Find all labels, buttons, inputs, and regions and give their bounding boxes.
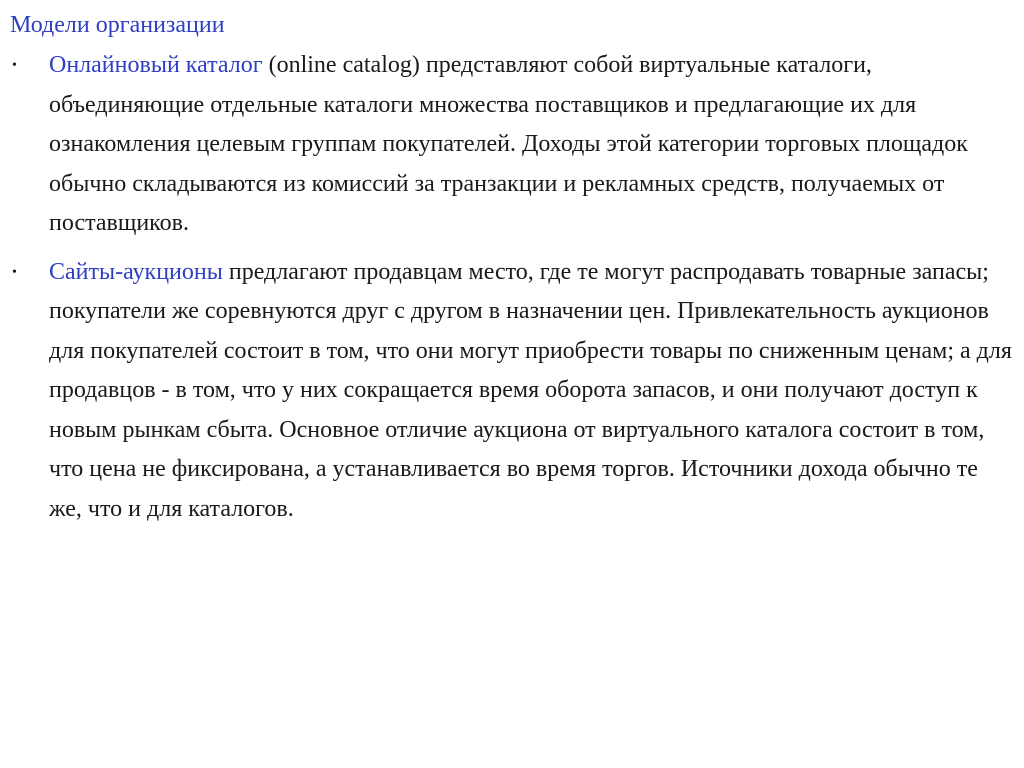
bullet-term: Онлайновый каталог (49, 52, 263, 78)
bullet-dot-icon: • (12, 264, 17, 280)
bullet-dot-icon: • (12, 58, 17, 73)
bullet-list (0, 46, 1024, 529)
slide-title: Модели организации (10, 12, 225, 38)
bullet-online-catalog (0, 46, 1024, 244)
bullet-term: Сайты-аукционы (49, 258, 223, 285)
bullet-auction-sites (0, 253, 1024, 530)
bullet-text: (online catalog) представляют собой виртуальные каталоги, объединяющие отдельные каталоги множества поставщиков и предлагающие их для ознакомления целевым группам покупателей. Доходы этой категории торговых площадок обычно складываются из комиссий за транзакции и рекламных средств, получаемых от поставщиков. (49, 52, 968, 236)
bullet-text: предлагают продавцам место, где те могут распродавать товарные запасы; покупатели же соревнуются друг с другом в назначении цен. Привлекательность аукционов для покупателей состоит в том, что они могут приобрести товары по сниженным ценам; а для продавцов - в том, что у них сокращается время оборота запасов, и они получают доступ к новым рынкам сбыта. Основное отличие аукциона от виртуального каталога состоит в том, что цена не фиксирована, а устанавливается во время торгов. Источники дохода обычно те же, что и для каталогов. (49, 258, 1012, 522)
